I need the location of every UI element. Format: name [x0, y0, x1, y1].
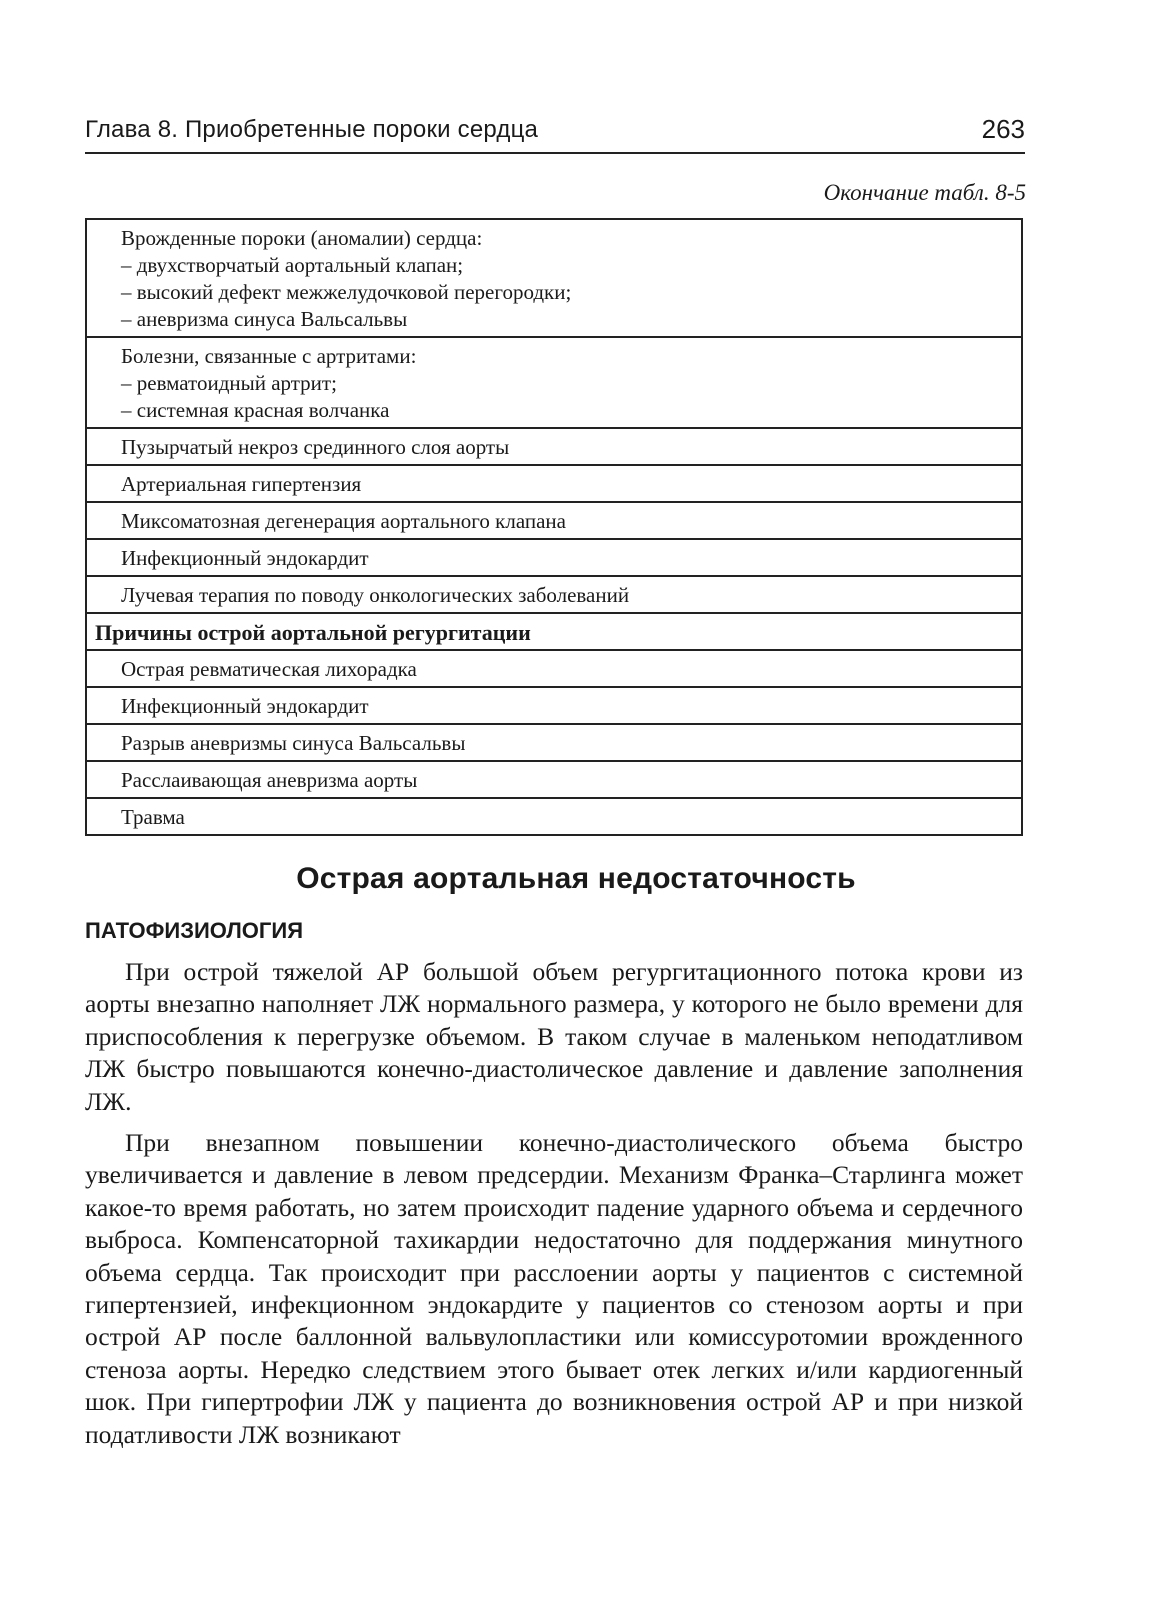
table-row [86, 798, 1022, 835]
causes-table-body [86, 219, 1022, 835]
table-cell [86, 650, 1022, 687]
table-cell-line: Болезни, связанные с артритами: [121, 344, 417, 368]
table-cell [86, 428, 1022, 465]
table-cell [86, 502, 1022, 539]
table-row [86, 576, 1022, 613]
table-row [86, 465, 1022, 502]
subsection-title: ПАТОФИЗИОЛОГИЯ [85, 918, 304, 943]
table-cell-line: Миксоматозная дегенерация аортального клапана [121, 509, 566, 533]
table-cell [86, 539, 1022, 576]
table-row [86, 650, 1022, 687]
chapter-title: Глава 8. Приобретенные пороки сердца [85, 116, 539, 143]
table-row [86, 428, 1022, 465]
table-cell-line: – аневризма синуса Вальсальвы [121, 307, 408, 331]
table-cell [86, 219, 1022, 337]
table-cell-line: Причины острой аортальной регургитации [95, 620, 531, 645]
table-cell-line: Травма [121, 805, 185, 829]
table-cell-line: Разрыв аневризмы синуса Вальсальвы [121, 731, 466, 755]
table-cell [86, 613, 1022, 650]
table-cell [86, 761, 1022, 798]
table-cell [86, 576, 1022, 613]
table-row [86, 539, 1022, 576]
table-cell-line: – двухстворчатый аортальный клапан; [121, 253, 464, 277]
table-cell-line: Острая ревматическая лихорадка [121, 657, 417, 681]
table-cell-line: Пузырчатый некроз срединного слоя аорты [121, 435, 510, 459]
table-cell-line: Инфекционный эндокардит [121, 546, 369, 570]
table-cell-line: – системная красная волчанка [121, 398, 390, 422]
table-heading-row [86, 613, 1022, 650]
table-cell [86, 465, 1022, 502]
body-text [85, 956, 1023, 1460]
table-cell-line: – ревматоидный артрит; [121, 371, 337, 395]
section-title: Острая аортальная недостаточность [296, 862, 856, 895]
table-row [86, 687, 1022, 724]
table-cell-line: Артериальная гипертензия [121, 472, 362, 496]
page-number: 263 [981, 114, 1025, 144]
table-caption: Окончание табл. 8-5 [823, 180, 1026, 205]
table-cell-line: – высокий дефект межжелудочковой перегородки; [121, 280, 572, 304]
table-cell-line: Расслаивающая аневризма аорты [121, 768, 418, 792]
table-row [86, 337, 1022, 428]
table-row [86, 724, 1022, 761]
table-cell [86, 798, 1022, 835]
table-cell-line: Инфекционный эндокардит [121, 694, 369, 718]
table-row [86, 761, 1022, 798]
causes-table [85, 218, 1023, 836]
table-cell-line: Лучевая терапия по поводу онкологических заболеваний [121, 583, 630, 607]
paragraph: При острой тяжелой АР большой объем регургитационного потока крови из аорты внезапно наполняет ЛЖ нормального размера, у которого не было времени для приспособления к перегрузке объемом. В таком случае в маленьком неподатливом ЛЖ быстро повышаются конечно-диастолическое давление и давление заполнения ЛЖ. [85, 957, 1023, 1116]
page-header [85, 114, 1025, 154]
table-cell-line: Врожденные пороки (аномалии) сердца: [121, 226, 483, 250]
table-cell [86, 337, 1022, 428]
table-cell [86, 724, 1022, 761]
table-cell [86, 687, 1022, 724]
paragraph: При внезапном повышении конечно-диастолического объема быстро увеличивается и давление в левом предсердии. Механизм Франка–Старлинга может какое-то время работать, но затем происходит падение ударного объема и сердечного выброса. Компенсаторной тахикардии недостаточно для поддержания минутного объема сердца. Так происходит при расслоении аорты у пациентов с системной гипертензией, инфекционном эндокардите у пациентов со стенозом аорты и при острой АР после баллонной вальвулопластики или комиссуротомии врожденного стеноза аорты. Нередко следствием этого бывает отек легких и/или кардиогенный шок. При гипертрофии ЛЖ у пациента до возникновения острой АР и при низкой податливости ЛЖ возникают [85, 1128, 1023, 1449]
table-row [86, 219, 1022, 337]
table-row [86, 502, 1022, 539]
